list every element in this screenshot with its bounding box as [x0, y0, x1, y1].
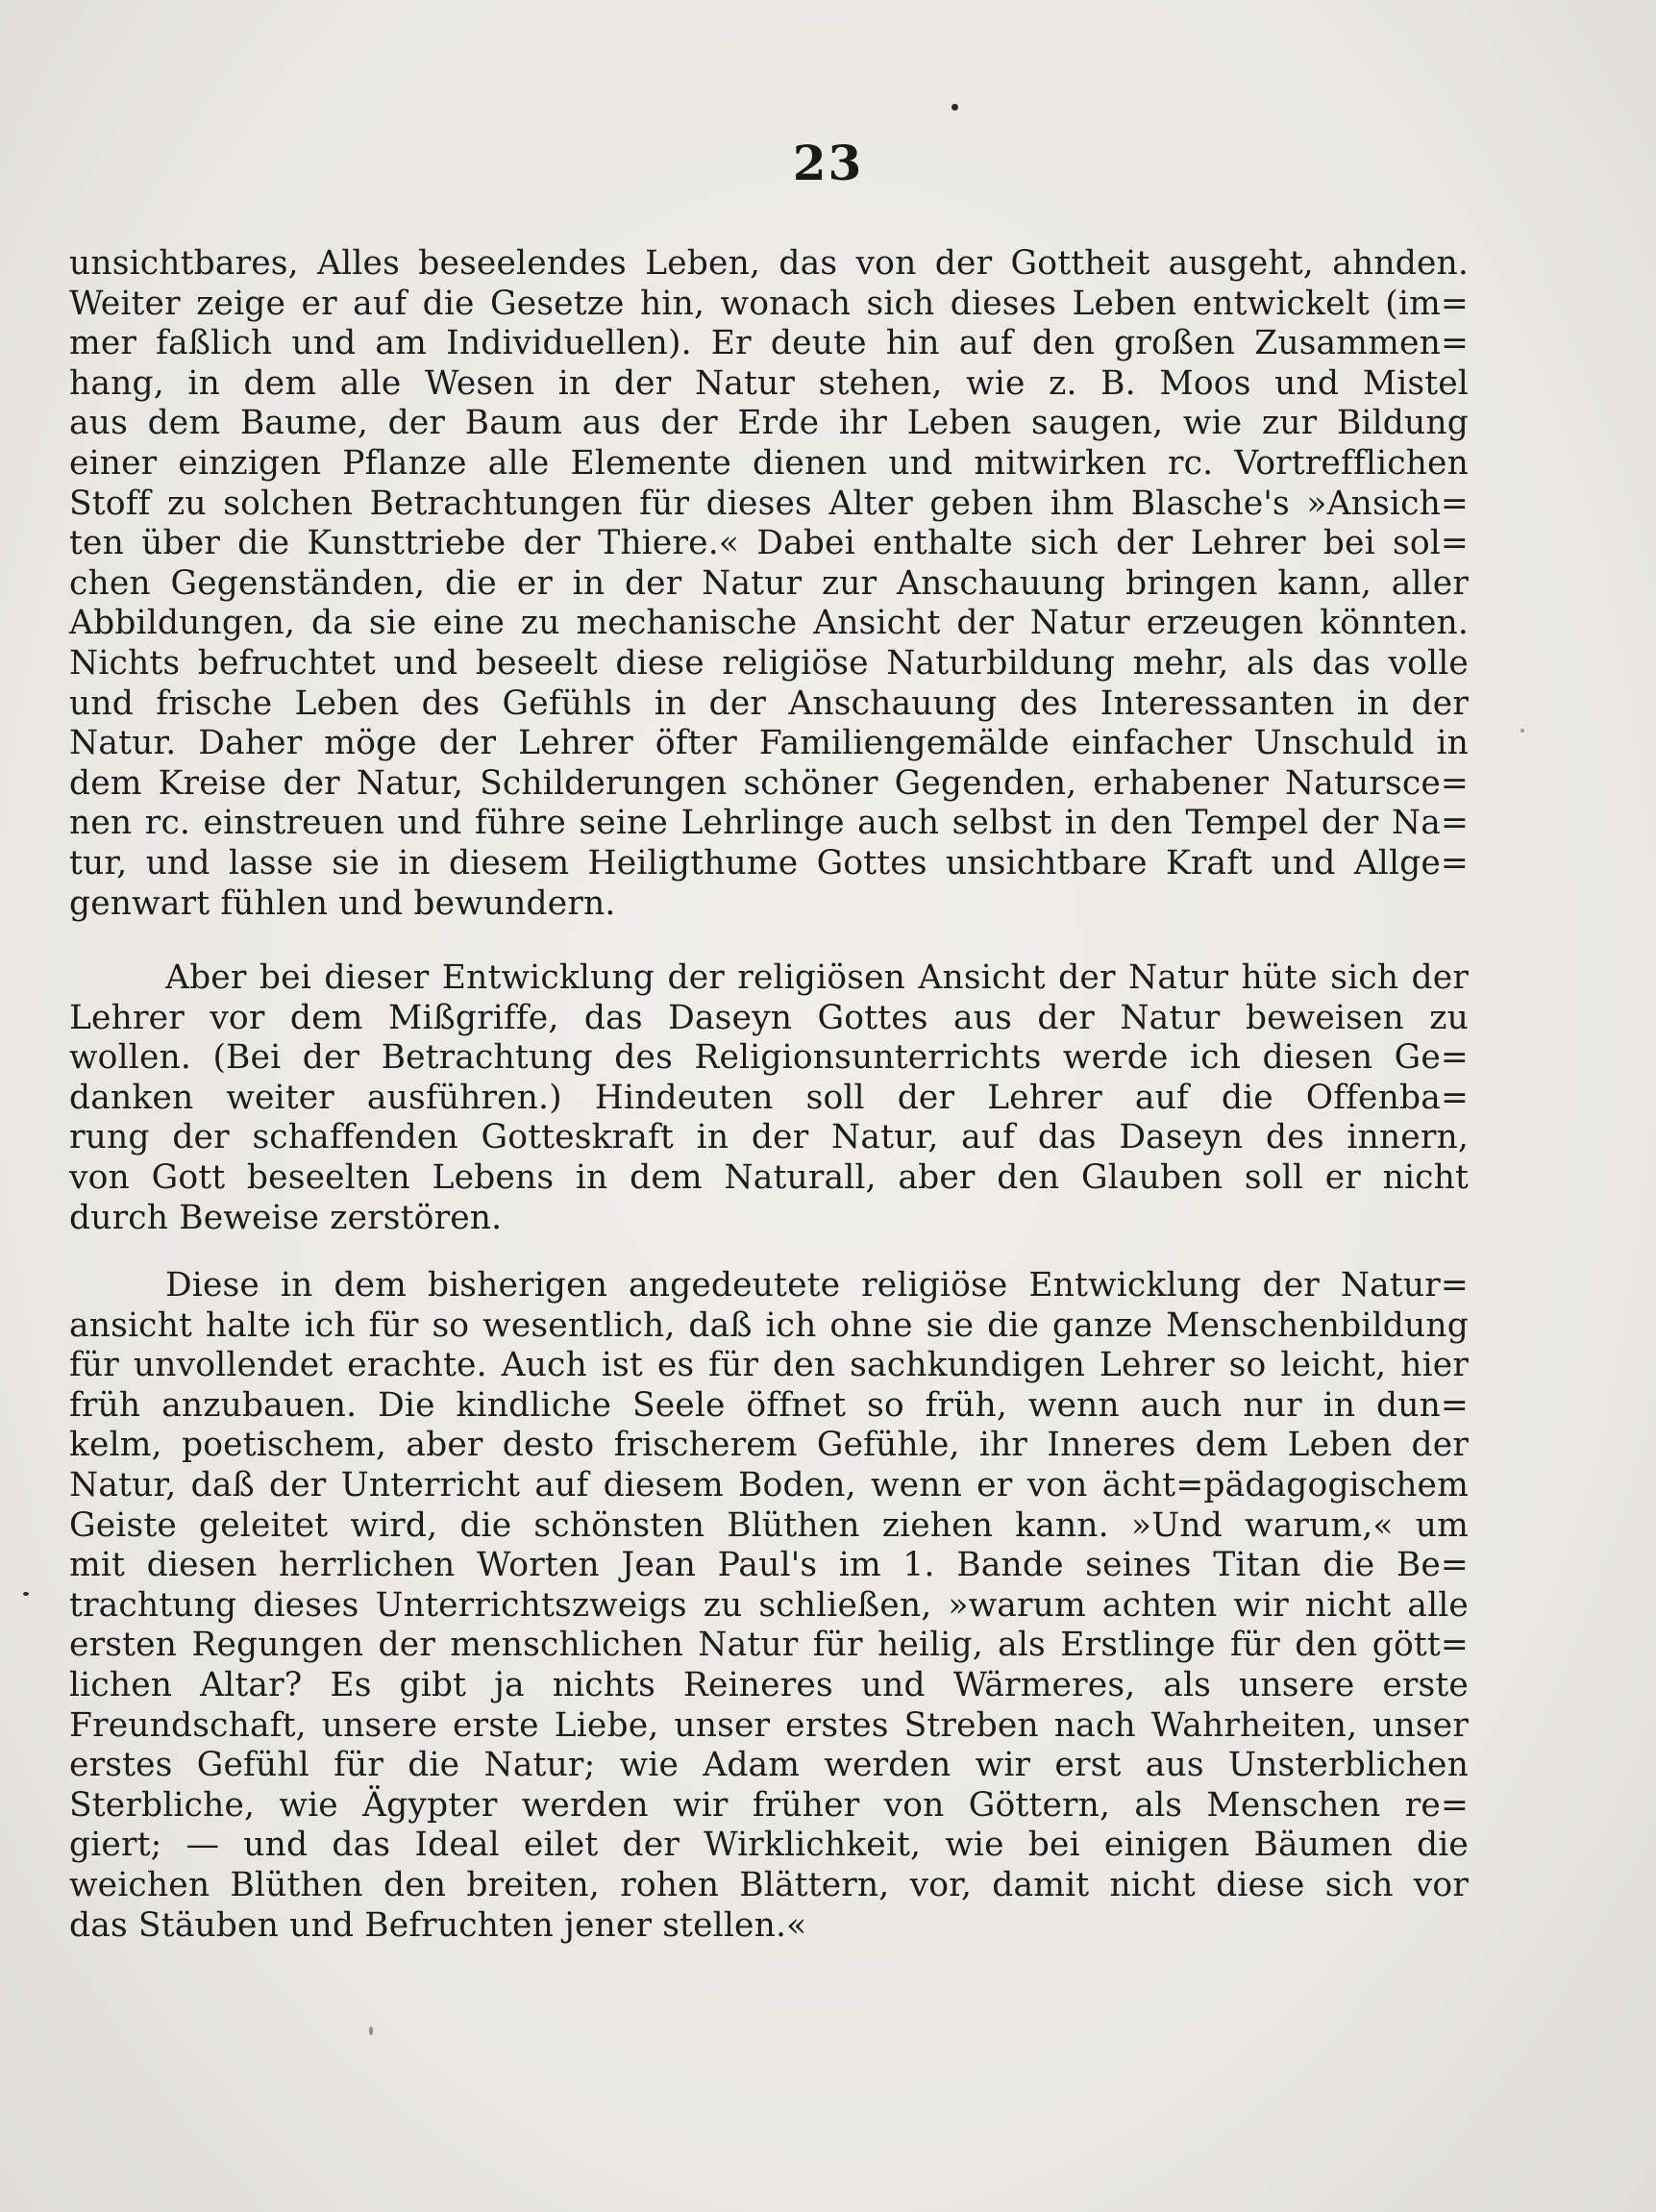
text-line: Natur, daß der Unterricht auf diesem Boden, wenn er von ächt=pädagogischem — [69, 1465, 1469, 1504]
text-line: ten über die Kunsttriebe der Thiere.« Dabei enthalte sich der Lehrer bei sol= — [69, 524, 1469, 563]
text-line: Diese in dem bisherigen angedeutete religiöse Entwicklung der Natur= — [165, 1266, 1469, 1305]
text-line: hang, in dem alle Wesen in der Natur stehen, wie z. B. Moos und Mistel — [69, 363, 1469, 403]
text-line: Stoff zu solchen Betrachtungen für dieses Alter geben ihm Blasche's »Ansich= — [69, 484, 1469, 523]
text-line: danken weiter ausführen.) Hindeuten soll der Lehrer auf die Offenba= — [69, 1078, 1469, 1117]
text-line: aus dem Baume, der Baum aus der Erde ihr Leben saugen, wie zur Bildung — [69, 404, 1469, 443]
text-line: von Gott beseelten Lebens in dem Naturall, aber den Glauben soll er nicht — [69, 1157, 1469, 1197]
text-line: einer einzigen Pflanze alle Elemente dienen und mitwirken rc. Vortrefflichen — [69, 443, 1469, 483]
text-line: mer faßlich und am Individuellen). Er deute hin auf den großen Zusammen= — [69, 324, 1469, 363]
text-line: ansicht halte ich für so wesentlich, daß ich ohne sie die ganze Menschenbildung — [69, 1305, 1469, 1345]
text-line: Weiter zeige er auf die Gesetze hin, wonach sich dieses Leben entwickelt (im= — [69, 284, 1469, 323]
text-line: lichen Altar? Es gibt ja nichts Reineres und Wärmeres, als unsere erste — [69, 1665, 1469, 1704]
text-line: genwart fühlen und bewundern. — [69, 883, 616, 923]
text-line: wollen. (Bei der Betrachtung des Religionsunterrichts werde ich diesen Ge= — [69, 1038, 1469, 1078]
text-line: früh anzubauen. Die kindliche Seele öffnet so früh, wenn auch nur in dun= — [69, 1385, 1469, 1425]
text-line: Natur. Daher möge der Lehrer öfter Familiengemälde einfacher Unschuld in — [69, 724, 1469, 763]
text-line: Geiste geleitet wird, die schönsten Blüthen ziehen kann. »Und warum,« um — [69, 1505, 1469, 1545]
text-line: rung der schaffenden Gotteskraft in der Natur, auf das Daseyn des innern, — [69, 1118, 1469, 1157]
text-line: Abbildungen, da sie eine zu mechanische Ansicht der Natur erzeugen könnten. — [69, 604, 1469, 643]
text-line: giert; — und das Ideal eilet der Wirklichkeit, wie bei einigen Bäumen die — [69, 1826, 1469, 1865]
text-line: Freundschaft, unsere erste Liebe, unser erstes Streben nach Wahrheiten, unser — [69, 1705, 1469, 1745]
paragraph-1 — [69, 244, 1469, 924]
text-line: Nichts befruchtet und beseelt diese religiöse Naturbildung mehr, als das volle — [69, 643, 1469, 683]
page-number: 23 — [792, 135, 864, 191]
text-line: das Stäuben und Befruchten jener stellen.« — [69, 1905, 807, 1945]
paragraph-3 — [69, 1266, 1469, 1946]
text-line: mit diesen herrlichen Worten Jean Paul's im 1. Bande seines Titan die Be= — [69, 1546, 1469, 1585]
text-line: Sterbliche, wie Ägypter werden wir früher von Göttern, als Menschen re= — [69, 1785, 1469, 1825]
text-line: unsichtbares, Alles beseelendes Leben, das von der Gottheit ausgeht, ahnden. — [69, 244, 1469, 283]
text-line: ersten Regungen der menschlichen Natur für heilig, als Erstlinge für den gött= — [69, 1626, 1469, 1665]
text-line: Lehrer vor dem Mißgriffe, das Daseyn Gottes aus der Natur beweisen zu — [69, 998, 1469, 1037]
text-line: dem Kreise der Natur, Schilderungen schöner Gegenden, erhabener Natursce= — [69, 763, 1469, 803]
text-line: weichen Blüthen den breiten, rohen Blättern, vor, damit nicht diese sich vor — [69, 1865, 1469, 1904]
text-line: kelm, poetischem, aber desto frischerem Gefühle, ihr Inneres dem Leben der — [69, 1426, 1469, 1465]
paper-speck — [23, 1592, 29, 1596]
paper-speck — [1520, 729, 1524, 733]
text-line: trachtung dieses Unterrichtszweigs zu schließen, »warum achten wir nicht alle — [69, 1585, 1469, 1625]
text-line: chen Gegenständen, die er in der Natur zur Anschauung bringen kann, aller — [69, 563, 1469, 603]
text-line: und frische Leben des Gefühls in der Anschauung des Interessanten in der — [69, 683, 1469, 723]
text-line: für unvollendet erachte. Auch ist es für den sachkundigen Lehrer so leicht, hier — [69, 1346, 1469, 1385]
paper-speck — [369, 2026, 373, 2035]
text-line: tur, und lasse sie in diesem Heiligthume Gottes unsichtbare Kraft und Allge= — [69, 843, 1469, 882]
text-line: Aber bei dieser Entwicklung der religiösen Ansicht der Natur hüte sich der — [165, 958, 1469, 997]
text-line: erstes Gefühl für die Natur; wie Adam werden wir erst aus Unsterblichen — [69, 1746, 1469, 1785]
paragraph-2 — [69, 958, 1469, 1238]
text-line: nen rc. einstreuen und führe seine Lehrlinge auch selbst in den Tempel der Na= — [69, 804, 1469, 843]
text-line: durch Beweise zerstören. — [69, 1198, 503, 1237]
paper-speck — [952, 104, 958, 111]
